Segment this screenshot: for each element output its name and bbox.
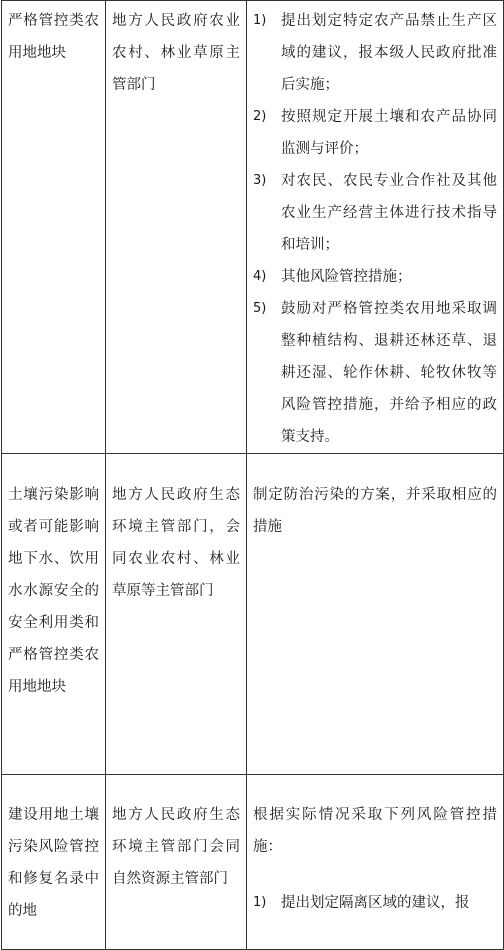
land-type-cell: 土壤污染影响或者可能影响地下水、饮用水水源安全的安全利用类和严格管控类农用地地块	[2, 454, 106, 775]
measures-cell	[247, 1, 504, 454]
department-cell: 地方人民政府生态环境主管部门，会同农业农村、林业草原等主管部门	[106, 454, 247, 775]
table-row	[2, 454, 504, 775]
list-item: 3) 对农民、农民专业合作社及其他农业生产经营主体进行技术指导和培训；	[253, 173, 497, 253]
list-item: 1) 提出划定特定农产品禁止生产区域的建议，报本级人民政府批准后实施；	[253, 13, 497, 93]
measures-cell: 根据实际情况采取下列风险管控措施： 1) 提出划定隔离区域的建议，报	[247, 775, 504, 950]
land-type-cell: 建设用地土壤污染风险管控和修复名录中的地	[2, 775, 106, 950]
land-type-cell: 严格管控类农用地地块	[2, 1, 106, 454]
department-cell: 地方人民政府生态环境主管部门会同自然资源主管部门	[106, 775, 247, 950]
regulation-table	[1, 0, 504, 950]
list-item: 5) 鼓励对严格管控类农用地采取调整种植结构、退耕还林还草、退耕还湿、轮作休耕、轮牧休牧等风险管控措施，并给予相应的政策支持。	[253, 301, 497, 445]
table-row	[2, 1, 504, 454]
list-item: 1) 提出划定隔离区域的建议，报	[253, 895, 470, 911]
table-row	[2, 775, 504, 950]
list-item: 2) 按照规定开展土壤和农产品协同监测与评价；	[253, 109, 497, 157]
list-item: 4) 其他风险管控措施；	[253, 269, 412, 285]
department-cell: 地方人民政府农业农村、林业草原主管部门	[106, 1, 247, 454]
measures-cell: 制定防治污染的方案，并采取相应的措施	[247, 454, 504, 775]
